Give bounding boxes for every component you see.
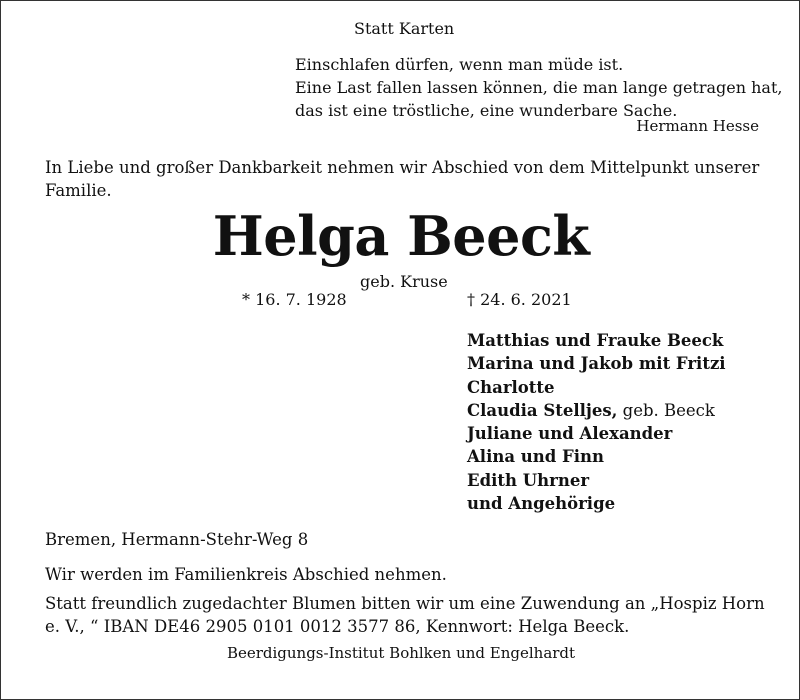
- mourner-line: und Angehörige: [467, 494, 616, 514]
- mourner-line: Juliane und Alexander: [467, 424, 673, 444]
- intro-text: In Liebe und großer Dankbarkeit nehmen wir Abschied von dem Mittelpunkt unserer Familie.: [45, 158, 760, 200]
- address: Bremen, Hermann-Stehr-Weg 8: [45, 530, 309, 549]
- mourner-line: Matthias und Frauke Beeck: [467, 331, 724, 350]
- deceased-name: Helga Beeck: [212, 204, 590, 268]
- mourner-line: [467, 399, 726, 422]
- poem-quote: [295, 53, 782, 122]
- mourners-list: [467, 329, 726, 515]
- birth-date: * 16. 7. 1928: [242, 290, 347, 309]
- mourner-name: Claudia Stelljes,: [467, 400, 618, 420]
- mourner-line: Edith Uhrner: [467, 470, 590, 490]
- mourner-line: Charlotte: [467, 377, 555, 397]
- mourner-line: Alina und Finn: [467, 447, 605, 467]
- statt-karten-heading: Statt Karten: [354, 19, 455, 38]
- mourner-line: Marina und Jakob mit Fritzi: [467, 354, 726, 374]
- undertaker: Beerdigungs-Institut Bohlken und Engelhardt: [226, 644, 576, 662]
- death-date: † 24. 6. 2021: [467, 290, 572, 309]
- poem-author: Hermann Hesse: [636, 117, 759, 135]
- maiden-name: geb. Kruse: [360, 272, 448, 291]
- farewell-note: Wir werden im Familienkreis Abschied nehmen.: [45, 565, 447, 584]
- poem-line: das ist eine tröstliche, eine wunderbare Sache.: [295, 101, 678, 120]
- donation-note: Statt freundlich zugedachter Blumen bitten wir um eine Zuwendung an „Hospiz Horn e. V., “ IBAN DE46 2905 0101 0012 3577 86, Kennwort: Helga Beeck.: [45, 594, 765, 636]
- mourner-maiden-name: geb. Beeck: [617, 400, 715, 420]
- poem-line: Einschlafen dürfen, wenn man müde ist.: [295, 55, 624, 74]
- poem-line: Eine Last fallen lassen können, die man lange getragen hat,: [295, 78, 783, 97]
